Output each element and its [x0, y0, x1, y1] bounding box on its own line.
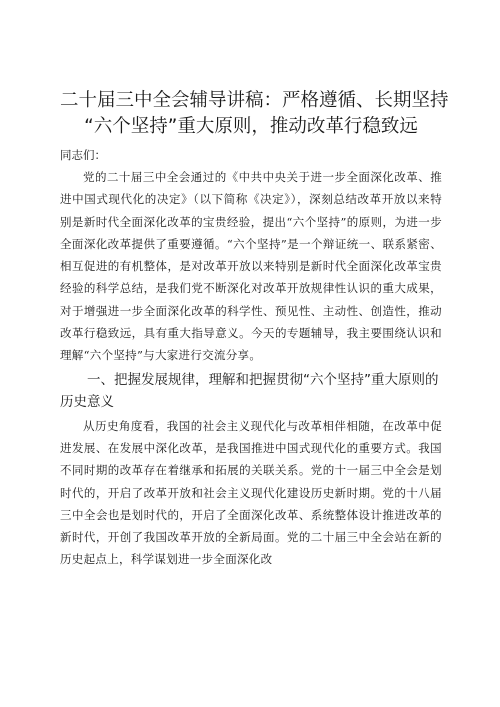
body-paragraph-1: 党的二十届三中全会通过的《中共中央关于进一步全面深化改革、推进中国式现代化的决定》（以下简称《决定》），深刻总结改革开放以来特别是新时代全面深化改革的宝贵经验，提出“六个坚持”的原则，为进一步全面深化改革提供了重要遵循。“六个坚持”是一个辩证统一、联系紧密、相互促进的有机整体，是对改革开放以来特别是新时代全面深化改革宝贵经验的科学总结，是我们党不断深化对改革开放规律性认识的重大成果，对于增强进一步全面深化改革的科学性、预见性、主动性、创造性，推动改革行稳致远，具有重大指导意义。今天的专题辅导，我主要围绕认识和理解“六个坚持”与大家进行交流分享。 — [60, 170, 442, 363]
section-heading-1: 一、把握发展规律，理解和把握贯彻“六个坚持”重大原则的历史意义 — [60, 371, 439, 410]
salutation: 同志们： — [60, 148, 106, 162]
document-title-line-2: “六个坚持”重大原则，推动改革行稳致远 — [84, 116, 418, 137]
document-title-line-1: 二十届三中全会辅导讲稿：严格遵循、长期坚持 — [60, 90, 449, 111]
body-paragraph-2: 从历史角度看，我国的社会主义现代化与改革相伴相随，在改革中促进发展、在发展中深化改革，是我国推进中国式现代化的重要方式。我国不同时期的改革存在着继承和拓展的关联关系。党的十一届三中全会是划时代的，开启了改革开放和社会主义现代化建设历史新时期。党的十八届三中全会也是划时代的，开启了全面深化改革、系统整体设计推进改革的新时代，开创了我国改革开放的全新局面。党的二十届三中全会站在新的历史起点上，科学谋划进一步全面深化改 — [60, 418, 442, 567]
